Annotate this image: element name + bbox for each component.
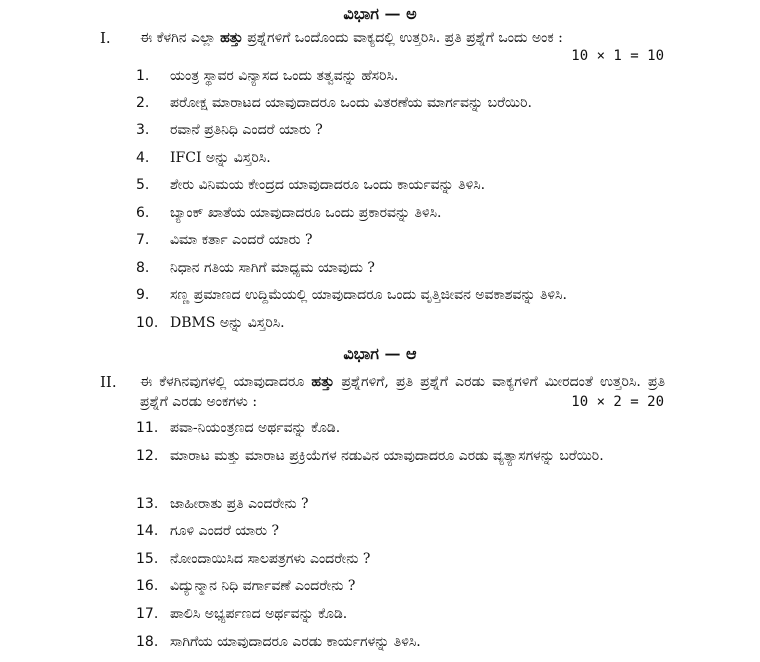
- question-item: [0, 120, 760, 140]
- question-item: [0, 418, 760, 438]
- question-text: ನಿಧಾನ ಗತಿಯ ಸಾಗಿಗೆ ಮಾಧ್ಯಮ ಯಾವುದು ?: [170, 260, 375, 276]
- question-item: [0, 230, 760, 250]
- question-number: 8.: [136, 260, 150, 276]
- section-b-roman: II.: [100, 373, 117, 391]
- instruction-text: ಪ್ರಶ್ನೆಗಳಿಗೆ ಒಂದೊಂದು ವಾಕ್ಯದಲ್ಲಿ ಉತ್ತರಿಸಿ. ಪ್ರತಿ ಪ್ರಶ್ನೆಗೆ ಒಂದು ಅಂಕ :: [242, 30, 563, 46]
- section-a-title: ವಿಭಾಗ — ಅ: [343, 4, 417, 23]
- question-number: 18.: [136, 634, 159, 650]
- question-text: ಶೇರು ವಿನಿಮಯ ಕೇಂದ್ರದ ಯಾವುದಾದರೂ ಒಂದು ಕಾರ್ಯವನ್ನು ತಿಳಿಸಿ.: [170, 177, 486, 193]
- question-text: ಪವಾ-ನಿಯಂತ್ರಣದ ಅರ್ಥವನ್ನು ಕೊಡಿ.: [170, 420, 341, 436]
- question-item: [0, 148, 760, 168]
- question-text: ಸಾಗಿಗೆಯ ಯಾವುದಾದರೂ ಎರಡು ಕಾರ್ಯಗಳನ್ನು ತಿಳಿಸಿ.: [170, 634, 421, 650]
- instruction-text: ಈ ಕೆಳಗಿನವುಗಳಲ್ಲಿ ಯಾವುದಾದರೂ: [140, 374, 312, 390]
- question-text: DBMS ಅನ್ನು ವಿಸ್ತರಿಸಿ.: [170, 315, 285, 331]
- question-number: 10.: [136, 315, 159, 331]
- section-a-marks: 10 × 1 = 10: [571, 48, 664, 64]
- question-item: [0, 446, 760, 486]
- question-item: [0, 494, 760, 514]
- question-text: ಬ್ಯಾಂಕ್ ಖಾತೆಯ ಯಾವುದಾದರೂ ಒಂದು ಪ್ರಕಾರವನ್ನು ತಿಳಿಸಿ.: [170, 205, 442, 221]
- question-text: ಮಾರಾಟ ಮತ್ತು ಮಾರಾಟ ಪ್ರಕ್ರಿಯೆಗಳ ನಡುವಿನ ಯಾವುದಾದರೂ ಎರಡು ವ್ಯತ್ಯಾಸಗಳನ್ನು ಬರೆಯಿರಿ.: [170, 448, 604, 464]
- question-item: [0, 203, 760, 223]
- question-text: ಯಂತ್ರ ಸ್ಥಾವರ ವಿನ್ಯಾಸದ ಒಂದು ತತ್ವವನ್ನು ಹೆಸರಿಸಿ.: [170, 68, 399, 84]
- question-item: [0, 285, 760, 305]
- question-number: 7.: [136, 232, 150, 248]
- question-number: 15.: [136, 551, 159, 567]
- question-item: [0, 66, 760, 86]
- question-text: ವಿಮಾ ಕರ್ತಾ ಎಂದರೆ ಯಾರು ?: [170, 232, 313, 248]
- question-item: [0, 576, 760, 596]
- section-a-roman: I.: [100, 29, 111, 47]
- instruction-bold: ಹತ್ತು: [311, 374, 335, 390]
- question-number: 3.: [136, 122, 150, 138]
- question-item: [0, 175, 760, 195]
- question-number: 1.: [136, 68, 150, 84]
- question-number: 14.: [136, 523, 159, 539]
- question-item: [0, 604, 760, 624]
- question-number: 11.: [136, 420, 159, 436]
- question-item: [0, 313, 760, 333]
- question-item: [0, 549, 760, 569]
- instruction-bold: ಹತ್ತು: [220, 30, 243, 46]
- question-number: 9.: [136, 287, 150, 303]
- question-text: IFCI ಅನ್ನು ವಿಸ್ತರಿಸಿ.: [170, 150, 271, 166]
- section-b-marks: 10 × 2 = 20: [571, 394, 664, 410]
- question-number: 2.: [136, 95, 150, 111]
- question-number: 17.: [136, 606, 159, 622]
- question-number: 5.: [136, 177, 150, 193]
- question-item: [0, 521, 760, 541]
- question-text: ನೋಂದಾಯಿಸಿದ ಸಾಲಪತ್ರಗಳು ಎಂದರೇನು ?: [170, 551, 371, 567]
- question-number: 16.: [136, 578, 159, 594]
- question-item: [0, 632, 760, 652]
- question-text: ಗೂಳಿ ಎಂದರೆ ಯಾರು ?: [170, 523, 279, 539]
- question-item: [0, 258, 760, 278]
- question-number: 4.: [136, 150, 150, 166]
- question-text: ಪಾಲಿಸಿ ಅಭ್ಯರ್ಪಣದ ಅರ್ಥವನ್ನು ಕೊಡಿ.: [170, 606, 348, 622]
- question-text: ಪರೋಕ್ಷ ಮಾರಾಟದ ಯಾವುದಾದರೂ ಒಂದು ವಿತರಣೆಯ ಮಾರ್ಗವನ್ನು ಬರೆಯಿರಿ.: [170, 95, 532, 111]
- section-b-title: ವಿಭಾಗ — ಆ: [343, 344, 417, 363]
- instruction-text: ಈ ಕೆಳಗಿನ ಎಲ್ಲಾ: [140, 30, 221, 46]
- question-number: 6.: [136, 205, 150, 221]
- question-text: ಸಣ್ಣ ಪ್ರಮಾಣದ ಉದ್ದಿಮೆಯಲ್ಲಿ ಯಾವುದಾದರೂ ಒಂದು ವೃತ್ತಿಜೀವನ ಅವಕಾಶವನ್ನು ತಿಳಿಸಿ.: [170, 287, 567, 303]
- question-text: ಜಾಹೀರಾತು ಪ್ರತಿ ಎಂದರೇನು ?: [170, 496, 309, 512]
- question-number: 12.: [136, 448, 159, 464]
- question-text: ರವಾನೆ ಪ್ರತಿನಿಧಿ ಎಂದರೆ ಯಾರು ?: [170, 122, 323, 138]
- instruction-text: ಪ್ರಶ್ನೆಗಳಿಗೆ, ಪ್ರತಿ ಪ್ರಶ್ನೆಗೆ ಎರಡು ವಾಕ್ಯಗಳಿಗೆ ಮೀರದಂತೆ ಉತ್ತರಿಸಿ. ಪ್ರತಿ ಪ್ರಶ್ನೆಗೆ ಎರಡು ಅಂಕಗಳು :: [140, 374, 665, 410]
- section-a-instruction: [140, 28, 665, 48]
- question-text: ವಿದ್ಯುನ್ಮಾನ ನಿಧಿ ವರ್ಗಾವಣೆ ಎಂದರೇನು ?: [170, 578, 356, 594]
- question-number: 13.: [136, 496, 159, 512]
- question-item: [0, 93, 760, 113]
